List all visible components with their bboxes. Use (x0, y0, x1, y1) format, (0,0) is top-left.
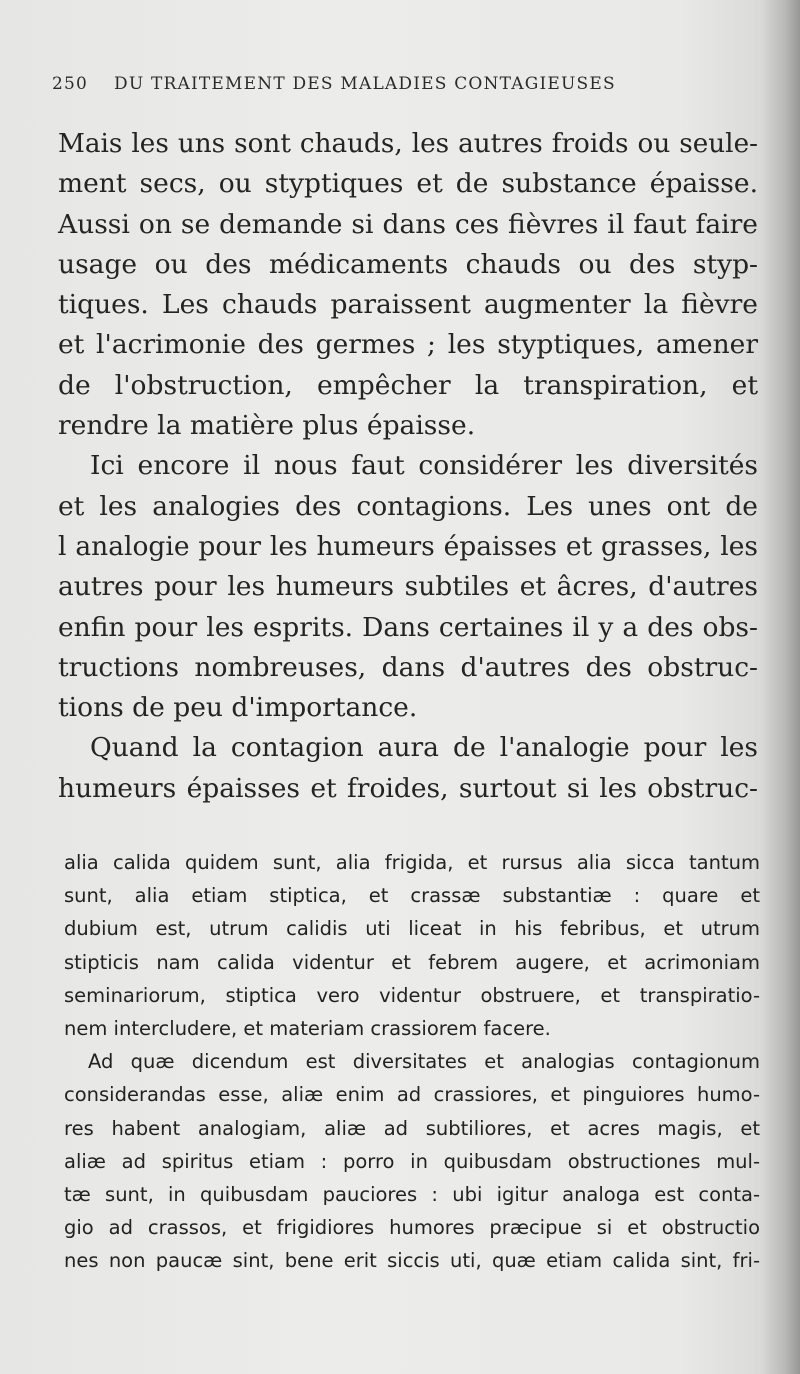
note-line: res habent analogiam, aliæ ad subtiliores, et acres magis, et (64, 1116, 760, 1140)
note-line: alia calida quidem sunt, alia frigida, et rursus alia sicca tantum (64, 851, 760, 874)
text-line: et les analogies des contagions. Les unes ont de (58, 490, 758, 522)
note-line: seminariorum, stiptica vero videntur obstruere, et transpiratio- (64, 983, 760, 1007)
note-line: stipticis nam calida videntur et febrem augere, et acrimoniam (64, 950, 760, 974)
text-line: de l'obstruction, empêcher la transpiration, et (58, 369, 758, 401)
note-line: sunt, alia etiam stiptica, et crassæ substantiæ : quare et (64, 884, 760, 908)
text-line: usage ou des médicaments chauds ou des styp- (58, 248, 758, 280)
latin-original-note (64, 846, 760, 1277)
running-title: DU TRAITEMENT DES MALADIES CONTAGIEUSES (114, 74, 616, 94)
note-line: gio ad crassos, et frigidiores humores præcipue si et obstructio (64, 1216, 760, 1240)
note-line: considerandas esse, aliæ enim ad crassiores, et pinguiores humo- (64, 1083, 760, 1107)
text-line: Ici encore il nous faut considérer les diversités (90, 450, 758, 482)
note-line: Ad quæ dicendum est diversitates et analogias contagionum (88, 1050, 760, 1074)
note-line: nem intercludere, et materiam crassiorem facere. (64, 1016, 551, 1040)
french-translation-text (58, 124, 758, 809)
text-line: et l'acrimonie des germes ; les styptiques, amener (58, 329, 758, 361)
text-line: tions de peu d'importance. (58, 692, 418, 724)
text-line: tiques. Les chauds paraissent augmenter la fièvre (58, 289, 758, 321)
note-line: nes non paucæ sint, bene erit siccis uti, quæ etiam calida sint, fri- (64, 1249, 760, 1273)
page-number: 250 (52, 74, 89, 94)
binding-shadow (762, 0, 800, 1374)
note-line: aliæ ad spiritus etiam : porro in quibusdam obstructiones mul- (64, 1149, 760, 1173)
note-line: dubium est, utrum calidis uti liceat in his febribus, et utrum (64, 917, 760, 941)
text-line: humeurs épaisses et froides, surtout si les obstruc- (58, 772, 758, 804)
text-line: rendre la matière plus épaisse. (58, 410, 476, 442)
text-line: Aussi on se demande si dans ces fièvres il faut faire (58, 208, 758, 240)
text-line: l analogie pour les humeurs épaisses et grasses, les (58, 530, 758, 562)
running-header (52, 74, 692, 104)
text-line: enfin pour les esprits. Dans certaines il y a des obs- (58, 611, 758, 643)
text-line: autres pour les humeurs subtiles et âcres, d'autres (58, 571, 758, 603)
text-line: tructions nombreuses, dans d'autres des obstruc- (58, 651, 758, 683)
text-line: Quand la contagion aura de l'analogie pour les (90, 732, 758, 764)
text-line: ment secs, ou styptiques et de substance épaisse. (58, 168, 758, 200)
text-line: Mais les uns sont chauds, les autres froids ou seule- (58, 129, 758, 159)
note-line: tæ sunt, in quibusdam pauciores : ubi igitur analoga est conta- (64, 1182, 760, 1206)
